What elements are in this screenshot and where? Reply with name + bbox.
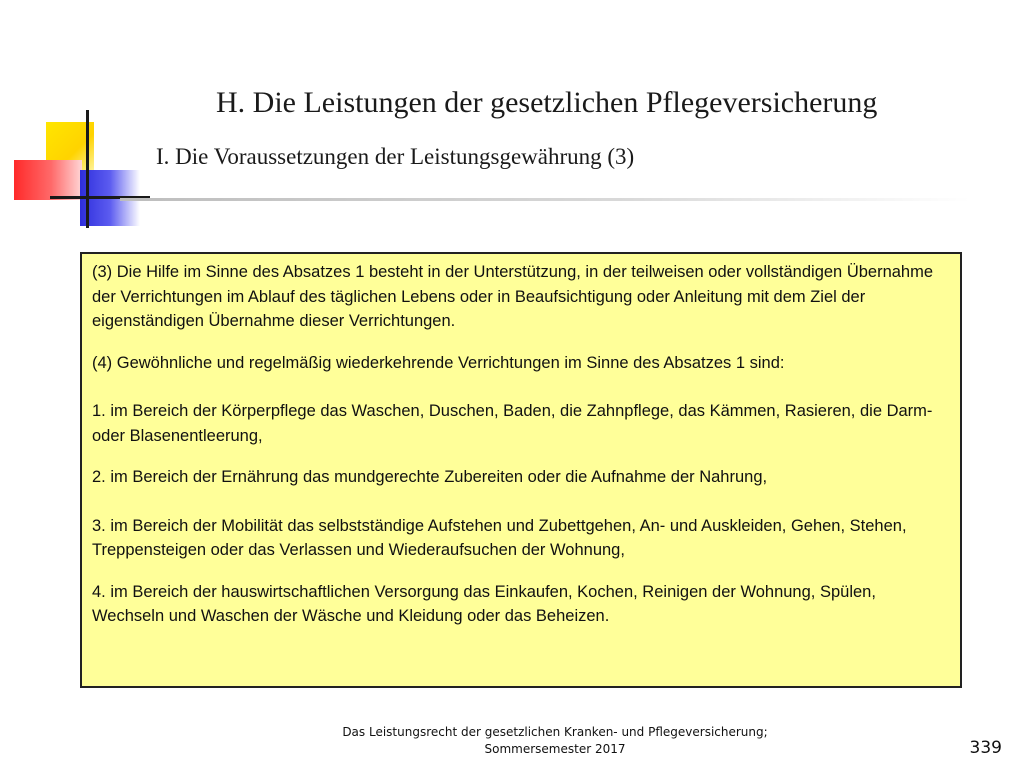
footer-line-2: Sommersemester 2017 xyxy=(484,742,626,756)
list-item-2: 2. im Bereich der Ernährung das mundgerechte Zubereiten oder die Aufnahme der Nahrung, xyxy=(92,468,768,486)
page-number: 339 xyxy=(969,738,1002,758)
paragraph-absatz-3: (3) Die Hilfe im Sinne des Absatzes 1 besteht in der Unterstützung, in der teilweisen oder vollständigen Übernahme der Verrichtungen im Ablauf des täglichen Lebens oder in Beaufsichtigung oder Anleitung mit dem Ziel der eigenständigen Übernahme dieser Verrichtungen. xyxy=(92,263,934,330)
list-item-3: 3. im Bereich der Mobilität das selbstständige Aufstehen und Zubettgehen, An- und Auskleiden, Gehen, Stehen, Treppensteigen oder das Verlassen und Wiederaufsuchen der Wohnung, xyxy=(92,516,907,559)
paragraph-absatz-4: (4) Gewöhnliche und regelmäßig wiederkehrende Verrichtungen im Sinne des Absatzes 1 sind: xyxy=(92,353,785,372)
list-item-4: 4. im Bereich der hauswirtschaftlichen Versorgung das Einkaufen, Kochen, Reinigen der Wohnung, Spülen, Wechseln und Waschen der Wäsche und Kleidung oder das Beheizen. xyxy=(92,582,876,625)
footer-line-1: Das Leistungsrecht der gesetzlichen Kranken- und Pflegeversicherung; xyxy=(342,725,768,739)
slide-footer xyxy=(300,724,810,758)
slide-subtitle: I. Die Voraussetzungen der Leistungsgewährung (3) xyxy=(156,144,635,169)
slide-logo-icon xyxy=(0,0,160,240)
logo-vertical-line xyxy=(86,110,89,228)
title-divider xyxy=(120,198,970,201)
list-item-1: 1. im Bereich der Körperpflege das Waschen, Duschen, Baden, die Zahnpflege, das Kämmen, Rasieren, die Darm- oder Blasenentleerung, xyxy=(92,402,933,445)
content-box xyxy=(80,252,962,688)
logo-red-square xyxy=(14,160,82,200)
slide-title: H. Die Leistungen der gesetzlichen Pflegeversicherung xyxy=(216,86,878,119)
